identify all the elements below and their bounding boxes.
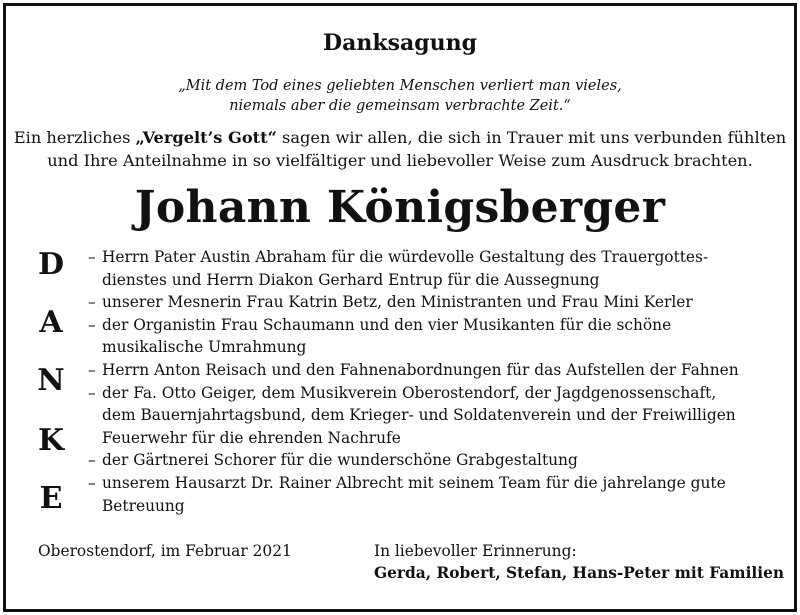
list-item (88, 359, 778, 382)
list-dash: – (88, 248, 96, 266)
list-item-text: Herrn Anton Reisach und den Fahnenabordnungen für das Aufstellen der Fahnen (102, 360, 739, 379)
list-item (88, 246, 778, 291)
deceased-name: Johann Königsberger (134, 182, 666, 233)
list-item-text: der Organistin Frau Schaumann und den vier Musikanten für die schöne musikalische Umrahmung (102, 315, 672, 357)
intro-line-1 (0, 126, 800, 149)
list-item (88, 382, 778, 450)
danke-letter-d: D (37, 247, 64, 282)
list-item-text: Herrn Pater Austin Abraham für die würdevolle Gestaltung des Trauergottes- dienstes und Herrn Diakon Gerhard Entrup für die Aussegnung (102, 248, 709, 289)
intro-suffix: sagen wir allen, die sich in Trauer mit uns verbunden fühlten (276, 128, 787, 147)
quote-line-2: niemals aber die gemeinsam verbrachte Zeit.“ (229, 98, 571, 114)
list-item-text: unserem Hausarzt Dr. Rainer Albrecht mit seinem Team für die jahrelange gute Betreuung (102, 473, 726, 515)
family-names: Gerda, Robert, Stefan, Hans-Peter mit Familien (374, 564, 785, 582)
quote-line-1: „Mit dem Tod eines geliebten Menschen verliert man vieles, (178, 78, 622, 94)
memorial-quote (0, 76, 800, 116)
intro-prefix: Ein herzliches (13, 128, 136, 147)
thanks-list (88, 246, 778, 517)
intro-paragraph (0, 126, 800, 172)
list-item (88, 472, 778, 517)
list-dash: – (88, 360, 96, 379)
list-item (88, 314, 778, 359)
list-dash: – (88, 293, 96, 312)
intro-line-2: und Ihre Anteilnahme in so vielfältiger und liebevoller Weise zum Ausdruck brachten. (47, 151, 753, 170)
list-dash: – (88, 473, 96, 492)
list-item-text: der Gärtnerei Schorer für die wunderschöne Grabgestaltung (102, 451, 578, 470)
closing-line: In liebevoller Erinnerung: (374, 542, 577, 560)
list-item (88, 449, 778, 472)
list-item (88, 291, 778, 314)
list-item-text: der Fa. Otto Geiger, dem Musikverein Oberostendorf, der Jagdgenossenschaft, dem Bauernjahrtagsbund, dem Krieger- und Soldatenverein und der Freiwilligen Feuerwehr für die ehrenden Nachrufe (102, 383, 736, 447)
danke-letter-n: N (37, 363, 65, 398)
intro-emphasis: „Vergelt’s Gott“ (135, 128, 277, 147)
page-title: Danksagung (323, 30, 477, 56)
danke-letter-a: A (39, 305, 63, 340)
list-dash: – (88, 451, 96, 470)
list-dash: – (88, 383, 96, 402)
danke-letter-e: E (39, 481, 63, 516)
place-date: Oberostendorf, im Februar 2021 (38, 542, 292, 560)
signature-block (374, 540, 784, 584)
danke-letter-k: K (37, 423, 65, 458)
list-item-text: unserer Mesnerin Frau Katrin Betz, den Ministranten und Frau Mini Kerler (102, 293, 693, 312)
list-dash: – (88, 315, 96, 334)
